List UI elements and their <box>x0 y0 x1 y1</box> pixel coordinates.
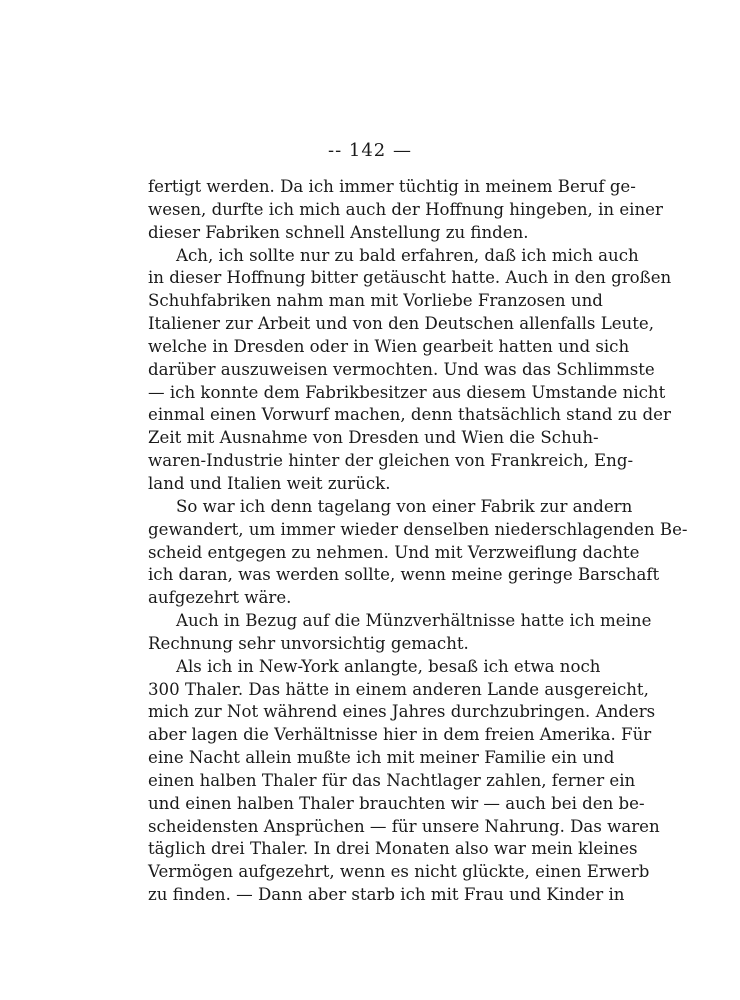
text-line: scheid entgegen zu nehmen. Und mit Verzweiflung dachte <box>148 542 640 562</box>
text-line: Rechnung sehr unvorsichtig gemacht. <box>148 633 469 653</box>
text-line: dieser Fabriken schnell Anstellung zu finden. <box>148 222 529 242</box>
text-line: So war ich denn tagelang von einer Fabrik zur andern <box>176 496 633 516</box>
text-line: eine Nacht allein mußte ich mit meiner Familie ein und <box>148 748 615 768</box>
text-line: Auch in Bezug auf die Münzverhältnisse hatte ich meine <box>176 611 652 631</box>
text-line: — ich konnte dem Fabrikbesitzer aus diesem Umstande nicht <box>148 382 666 402</box>
text-line: zu finden. — Dann aber starb ich mit Frau und Kinder in <box>148 885 625 905</box>
page-number-header: -- 142 — <box>328 140 412 161</box>
text-line: Vermögen aufgezehrt, wenn es nicht glückte, einen Erwerb <box>148 862 650 882</box>
text-line: Als ich in New-York anlangte, besaß ich etwa noch <box>176 656 601 676</box>
text-line: darüber auszuweisen vermochten. Und was das Schlimmste <box>148 359 655 379</box>
text-line: ich daran, was werden sollte, wenn meine geringe Barschaft <box>148 565 660 585</box>
text-line: wesen, durfte ich mich auch der Hoffnung hingeben, in einer <box>148 199 663 219</box>
text-line: gewandert, um immer wieder denselben niederschlagenden Be- <box>148 519 688 539</box>
text-line: und einen halben Thaler brauchten wir — auch bei den be- <box>148 793 645 813</box>
text-line: Zeit mit Ausnahme von Dresden und Wien die Schuh- <box>148 428 599 448</box>
text-line: 300 Thaler. Das hätte in einem anderen Lande ausgereicht, <box>148 679 649 699</box>
text-line: täglich drei Thaler. In drei Monaten also war mein kleines <box>148 839 638 859</box>
text-line: aber lagen die Verhältnisse hier in dem freien Amerika. Für <box>148 725 652 745</box>
text-line: welche in Dresden oder in Wien gearbeit hatten und sich <box>148 336 630 356</box>
text-line: in dieser Hoffnung bitter getäuscht hatte. Auch in den großen <box>148 268 672 288</box>
text-line: scheidensten Ansprüchen — für unsere Nahrung. Das waren <box>148 816 660 836</box>
text-line: waren-Industrie hinter der gleichen von Frankreich, Eng- <box>148 451 634 471</box>
body-text <box>148 176 688 907</box>
text-line: Ach, ich sollte nur zu bald erfahren, daß ich mich auch <box>176 245 639 265</box>
text-line: fertigt werden. Da ich immer tüchtig in meinem Beruf ge- <box>148 177 636 196</box>
text-line: einmal einen Vorwurf machen, denn thatsächlich stand zu der <box>148 405 671 425</box>
text-line: aufgezehrt wäre. <box>148 588 292 608</box>
text-line: mich zur Not während eines Jahres durchzubringen. Anders <box>148 702 656 722</box>
text-line: Italiener zur Arbeit und von den Deutschen allenfalls Leute, <box>148 314 655 334</box>
text-line: einen halben Thaler für das Nachtlager zahlen, ferner ein <box>148 770 636 790</box>
text-line: Schuhfabriken nahm man mit Vorliebe Franzosen und <box>148 291 603 311</box>
text-line: land und Italien weit zurück. <box>148 473 391 493</box>
